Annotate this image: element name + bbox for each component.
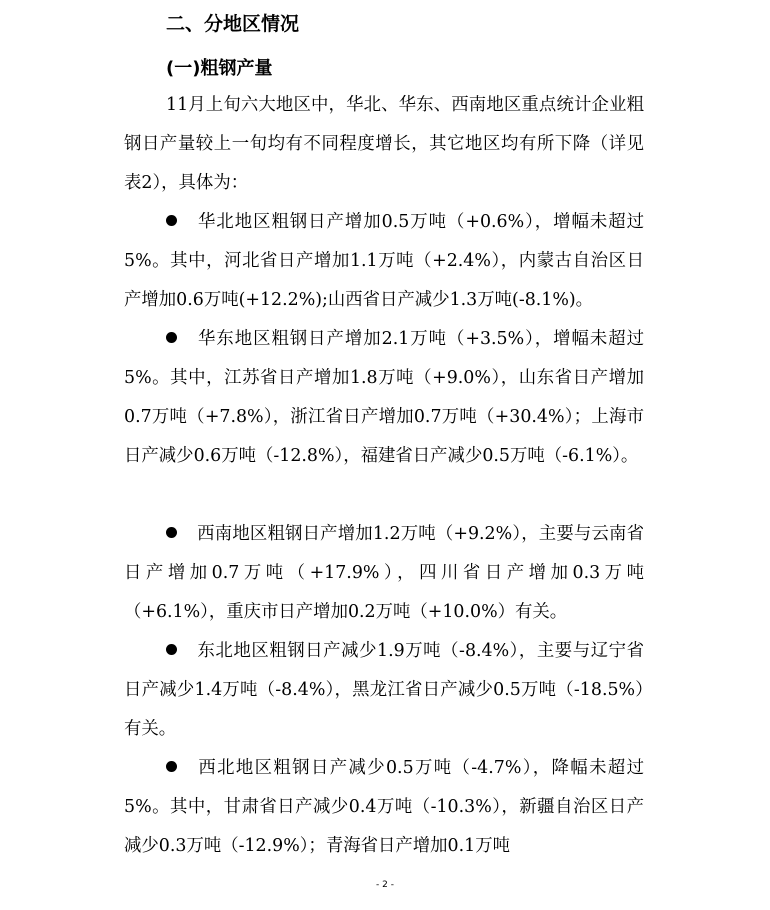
bullet-icon (166, 761, 177, 772)
intro-paragraph: 11月上旬六大地区中，华北、华东、西南地区重点统计企业粗钢日产量较上一旬均有不同程度增长，其它地区均有所下降（详见表2），具体为： (124, 95, 644, 193)
bullet-text: 西北地区粗钢日产减少0.5万吨（-4.7%），降幅未超过5%。其中，甘肃省日产减少0.4万吨（-10.3%），新疆自治区日产减少0.3万吨（-12.9%）；青海省日产增加0.1万吨 (124, 758, 644, 856)
bullet-icon (166, 527, 177, 538)
bullet-paragraph-southwest (124, 515, 644, 632)
section-heading: 二、分地区情况 (166, 13, 300, 35)
bullet-icon (166, 332, 177, 343)
sub-heading: (一)粗钢产量 (166, 58, 273, 79)
bullet-paragraph-northwest (124, 749, 644, 866)
bullet-paragraph-north (124, 203, 644, 320)
bullet-icon (166, 644, 177, 655)
page-number: - 2 - (376, 880, 394, 890)
bullet-text: 华北地区粗钢日产增加0.5万吨（+0.6%），增幅未超过5%。其中，河北省日产增加1.1万吨（+2.4%），内蒙古自治区日产增加0.6万吨(+12.2%);山西省日产减少1.3万吨(-8.1%)。 (124, 212, 644, 310)
bullet-paragraph-northeast (124, 632, 644, 749)
bullet-text: 东北地区粗钢日产减少1.9万吨（-8.4%），主要与辽宁省日产减少1.4万吨（-8.4%），黑龙江省日产减少0.5万吨（-18.5%）有关。 (124, 641, 644, 739)
bullet-paragraph-east (124, 320, 644, 476)
bullet-icon (166, 215, 177, 226)
bullet-text: 华东地区粗钢日产增加2.1万吨（+3.5%），增幅未超过5%。其中，江苏省日产增加1.8万吨（+9.0%），山东省日产增加0.7万吨（+7.8%），浙江省日产增加0.7万吨（+30.4%）；上海市日产减少0.6万吨（-12.8%），福建省日产减少0.5万吨（-6.1%）。 (124, 329, 644, 466)
bullet-text: 西南地区粗钢日产增加1.2万吨（+9.2%），主要与云南省日产增加0.7万吨（+17.9%），四川省日产增加0.3万吨（+6.1%），重庆市日产增加0.2万吨（+10.0%）有关。 (124, 524, 644, 622)
